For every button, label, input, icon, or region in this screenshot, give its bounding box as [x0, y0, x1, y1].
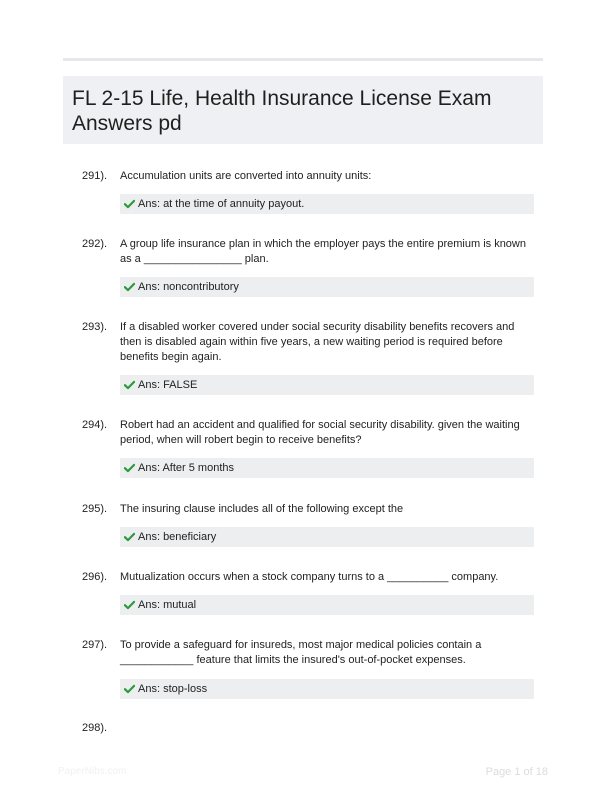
- check-icon: [124, 463, 135, 473]
- question-text: If a disabled worker covered under social security disability benefits recovers and then is disabled again within five years, a new waiting period is required before benefits begin again.: [120, 321, 515, 363]
- top-divider: [63, 58, 543, 61]
- answer-text: Ans: mutual: [138, 599, 197, 611]
- question-number: 291).: [82, 170, 108, 182]
- question-number: 293).: [82, 321, 108, 333]
- footer-site-watermark: PaperNibs.com: [58, 766, 127, 777]
- check-icon: [124, 600, 135, 610]
- check-icon: [124, 532, 135, 542]
- page-title: FL 2-15 Life, Health Insurance License Exam Answers pd: [72, 87, 492, 135]
- answer-text: Ans: stop-loss: [138, 683, 208, 695]
- answer-text: Ans: After 5 months: [138, 462, 234, 474]
- footer-page-number: Page 1 of 18: [485, 766, 548, 778]
- answer-text: Ans: FALSE: [138, 379, 198, 391]
- question-number: 294).: [82, 419, 108, 431]
- question-text: Robert had an accident and qualified for social security disability. given the waiting period, when will robert begin to receive benefits?: [120, 419, 520, 446]
- answer-box: [120, 375, 534, 395]
- answer-text: Ans: at the time of annuity payout.: [138, 198, 305, 210]
- check-icon: [124, 282, 135, 292]
- question-number: 298).: [82, 722, 108, 734]
- question-number: 297).: [82, 639, 108, 651]
- answer-text: Ans: noncontributory: [138, 281, 239, 293]
- answer-text: Ans: beneficiary: [138, 531, 217, 543]
- title-banner: [63, 76, 543, 144]
- question-text: Accumulation units are converted into annuity units:: [120, 170, 372, 182]
- answer-box: [120, 527, 534, 547]
- question-text: The insuring clause includes all of the following except the: [120, 503, 404, 515]
- question-text: Mutualization occurs when a stock company turns to a __________ company.: [120, 571, 499, 583]
- question-text: A group life insurance plan in which the employer pays the entire premium is known as a ________________ plan.: [120, 238, 526, 265]
- answer-box: [120, 458, 534, 478]
- check-icon: [124, 199, 135, 209]
- check-icon: [124, 684, 135, 694]
- question-number: 292).: [82, 238, 108, 250]
- answer-box: [120, 679, 534, 699]
- answer-box: [120, 194, 534, 214]
- answer-box: [120, 277, 534, 297]
- answer-box: [120, 595, 534, 615]
- question-text: To provide a safeguard for insureds, most major medical policies contain a ____________ feature that limits the insured's out-of-pocket expenses.: [120, 639, 482, 666]
- question-number: 295).: [82, 503, 108, 515]
- question-number: 296).: [82, 571, 108, 583]
- check-icon: [124, 380, 135, 390]
